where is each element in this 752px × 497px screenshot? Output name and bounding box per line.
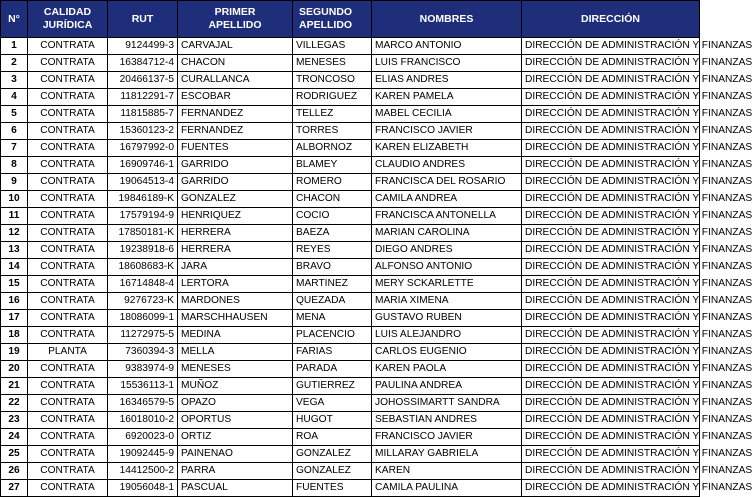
cell-direccion: DIRECCIÓN DE ADMINISTRACIÓN Y FINANZAS <box>522 157 700 174</box>
cell-nombres: CAMILA ANDREA <box>372 191 522 208</box>
cell-primer-apellido: FUENTES <box>178 140 293 157</box>
cell-num: 14 <box>1 259 28 276</box>
cell-primer-apellido: FERNANDEZ <box>178 106 293 123</box>
cell-nombres: KAREN PAMELA <box>372 89 522 106</box>
cell-primer-apellido: CURALLANCA <box>178 72 293 89</box>
cell-direccion: DIRECCIÓN DE ADMINISTRACIÓN Y FINANZAS <box>522 106 700 123</box>
cell-direccion: DIRECCIÓN DE ADMINISTRACIÓN Y FINANZAS <box>522 463 700 480</box>
cell-segundo-apellido: BAEZA <box>293 225 372 242</box>
cell-segundo-apellido: COCIO <box>293 208 372 225</box>
cell-calidad: CONTRATA <box>28 242 108 259</box>
cell-num: 13 <box>1 242 28 259</box>
cell-nombres: FRANCISCO JAVIER <box>372 429 522 446</box>
cell-segundo-apellido: GUTIERREZ <box>293 378 372 395</box>
cell-primer-apellido: CARVAJAL <box>178 38 293 55</box>
cell-calidad: CONTRATA <box>28 463 108 480</box>
cell-primer-apellido: GARRIDO <box>178 157 293 174</box>
cell-num: 27 <box>1 480 28 497</box>
cell-nombres: ALFONSO ANTONIO <box>372 259 522 276</box>
table-row <box>1 89 700 106</box>
table-body <box>1 38 752 497</box>
cell-rut: 17850181-K <box>108 225 178 242</box>
table-row <box>1 276 700 293</box>
cell-rut: 20466137-5 <box>108 72 178 89</box>
cell-num: 17 <box>1 310 28 327</box>
cell-nombres: FRANCISCA ANTONELLA <box>372 208 522 225</box>
cell-segundo-apellido: BLAMEY <box>293 157 372 174</box>
cell-rut: 6920023-0 <box>108 429 178 446</box>
table-row <box>1 446 700 463</box>
cell-segundo-apellido: ROA <box>293 429 372 446</box>
cell-direccion: DIRECCIÓN DE ADMINISTRACIÓN Y FINANZAS <box>522 429 700 446</box>
cell-rut: 9124499-3 <box>108 38 178 55</box>
table-row <box>1 157 700 174</box>
cell-direccion: DIRECCIÓN DE ADMINISTRACIÓN Y FINANZAS <box>522 344 700 361</box>
cell-rut: 17579194-9 <box>108 208 178 225</box>
cell-primer-apellido: HENRIQUEZ <box>178 208 293 225</box>
header-row <box>1 1 700 38</box>
cell-direccion: DIRECCIÓN DE ADMINISTRACIÓN Y FINANZAS <box>522 208 700 225</box>
table-row <box>1 310 700 327</box>
cell-primer-apellido: ORTIZ <box>178 429 293 446</box>
cell-calidad: CONTRATA <box>28 412 108 429</box>
cell-calidad: CONTRATA <box>28 225 108 242</box>
cell-primer-apellido: PASCUAL <box>178 480 293 497</box>
cell-num: 26 <box>1 463 28 480</box>
table-row <box>1 72 700 89</box>
cell-primer-apellido: FERNANDEZ <box>178 123 293 140</box>
cell-primer-apellido: JARA <box>178 259 293 276</box>
cell-segundo-apellido: ALBORNOZ <box>293 140 372 157</box>
cell-rut: 16384712-4 <box>108 55 178 72</box>
cell-segundo-apellido: REYES <box>293 242 372 259</box>
cell-calidad: CONTRATA <box>28 327 108 344</box>
cell-nombres: FRANCISCA DEL ROSARIO <box>372 174 522 191</box>
table-row <box>1 225 700 242</box>
header-primer-apellido: PRIMER APELLIDO <box>178 1 293 38</box>
cell-segundo-apellido: PARADA <box>293 361 372 378</box>
cell-calidad: CONTRATA <box>28 106 108 123</box>
cell-primer-apellido: MARSCHHAUSEN <box>178 310 293 327</box>
cell-primer-apellido: MELLA <box>178 344 293 361</box>
cell-primer-apellido: GONZALEZ <box>178 191 293 208</box>
cell-nombres: FRANCISCO JAVIER <box>372 123 522 140</box>
table-row <box>1 140 700 157</box>
cell-primer-apellido: MENESES <box>178 361 293 378</box>
cell-num: 11 <box>1 208 28 225</box>
cell-num: 16 <box>1 293 28 310</box>
cell-segundo-apellido: RODRIGUEZ <box>293 89 372 106</box>
table-row <box>1 361 700 378</box>
cell-nombres: SEBASTIAN ANDRES <box>372 412 522 429</box>
cell-segundo-apellido: TORRES <box>293 123 372 140</box>
cell-num: 4 <box>1 89 28 106</box>
cell-rut: 18086099-1 <box>108 310 178 327</box>
cell-calidad: CONTRATA <box>28 123 108 140</box>
cell-rut: 19846189-K <box>108 191 178 208</box>
cell-rut: 19092445-9 <box>108 446 178 463</box>
table-row <box>1 378 700 395</box>
cell-rut: 16909746-1 <box>108 157 178 174</box>
cell-direccion: DIRECCIÓN DE ADMINISTRACIÓN Y FINANZAS <box>522 123 700 140</box>
cell-nombres: CAMILA PAULINA <box>372 480 522 497</box>
cell-calidad: CONTRATA <box>28 208 108 225</box>
cell-segundo-apellido: VILLEGAS <box>293 38 372 55</box>
header-num: N° <box>1 1 28 38</box>
table-header <box>1 1 700 38</box>
cell-segundo-apellido: ROMERO <box>293 174 372 191</box>
cell-calidad: CONTRATA <box>28 480 108 497</box>
cell-num: 7 <box>1 140 28 157</box>
cell-nombres: GUSTAVO RUBEN <box>372 310 522 327</box>
cell-segundo-apellido: MARTINEZ <box>293 276 372 293</box>
cell-num: 25 <box>1 446 28 463</box>
cell-direccion: DIRECCIÓN DE ADMINISTRACIÓN Y FINANZAS <box>522 480 700 497</box>
cell-primer-apellido: GARRIDO <box>178 174 293 191</box>
cell-rut: 19056048-1 <box>108 480 178 497</box>
cell-direccion: DIRECCIÓN DE ADMINISTRACIÓN Y FINANZAS <box>522 72 700 89</box>
cell-num: 6 <box>1 123 28 140</box>
cell-nombres: LUIS FRANCISCO <box>372 55 522 72</box>
cell-rut: 11815885-7 <box>108 106 178 123</box>
cell-primer-apellido: OPAZO <box>178 395 293 412</box>
cell-num: 23 <box>1 412 28 429</box>
cell-calidad: CONTRATA <box>28 446 108 463</box>
table-row <box>1 344 700 361</box>
cell-nombres: KAREN <box>372 463 522 480</box>
cell-direccion: DIRECCIÓN DE ADMINISTRACIÓN Y FINANZAS <box>522 89 700 106</box>
cell-calidad: CONTRATA <box>28 157 108 174</box>
cell-nombres: MABEL CECILIA <box>372 106 522 123</box>
cell-num: 3 <box>1 72 28 89</box>
cell-rut: 15360123-2 <box>108 123 178 140</box>
cell-segundo-apellido: CHACON <box>293 191 372 208</box>
cell-direccion: DIRECCIÓN DE ADMINISTRACIÓN Y FINANZAS <box>522 361 700 378</box>
cell-num: 10 <box>1 191 28 208</box>
table-row <box>1 242 700 259</box>
cell-calidad: CONTRATA <box>28 361 108 378</box>
cell-calidad: CONTRATA <box>28 293 108 310</box>
cell-primer-apellido: PAINENAO <box>178 446 293 463</box>
cell-rut: 16018010-2 <box>108 412 178 429</box>
cell-num: 18 <box>1 327 28 344</box>
cell-segundo-apellido: GONZALEZ <box>293 463 372 480</box>
cell-num: 21 <box>1 378 28 395</box>
table-row <box>1 106 700 123</box>
table-row <box>1 191 700 208</box>
cell-segundo-apellido: MENA <box>293 310 372 327</box>
table-row <box>1 259 700 276</box>
cell-calidad: CONTRATA <box>28 140 108 157</box>
cell-primer-apellido: MARDONES <box>178 293 293 310</box>
cell-nombres: KAREN PAOLA <box>372 361 522 378</box>
cell-direccion: DIRECCIÓN DE ADMINISTRACIÓN Y FINANZAS <box>522 378 700 395</box>
cell-nombres: MARIA XIMENA <box>372 293 522 310</box>
table-row <box>1 327 700 344</box>
cell-rut: 16797992-0 <box>108 140 178 157</box>
cell-segundo-apellido: BRAVO <box>293 259 372 276</box>
header-nombres: NOMBRES <box>372 1 522 38</box>
cell-nombres: LUIS ALEJANDRO <box>372 327 522 344</box>
cell-rut: 14412500-2 <box>108 463 178 480</box>
table-row <box>1 38 700 55</box>
cell-rut: 11272975-5 <box>108 327 178 344</box>
cell-direccion: DIRECCIÓN DE ADMINISTRACIÓN Y FINANZAS <box>522 412 700 429</box>
cell-primer-apellido: OPORTUS <box>178 412 293 429</box>
cell-direccion: DIRECCIÓN DE ADMINISTRACIÓN Y FINANZAS <box>522 276 700 293</box>
cell-num: 19 <box>1 344 28 361</box>
cell-nombres: ELIAS ANDRES <box>372 72 522 89</box>
cell-segundo-apellido: MENESES <box>293 55 372 72</box>
table-row <box>1 208 700 225</box>
cell-primer-apellido: MUÑOZ <box>178 378 293 395</box>
cell-nombres: CLAUDIO ANDRES <box>372 157 522 174</box>
cell-calidad: PLANTA <box>28 344 108 361</box>
cell-direccion: DIRECCIÓN DE ADMINISTRACIÓN Y FINANZAS <box>522 55 700 72</box>
cell-segundo-apellido: HUGOT <box>293 412 372 429</box>
cell-num: 12 <box>1 225 28 242</box>
cell-primer-apellido: LERTORA <box>178 276 293 293</box>
table-row <box>1 395 700 412</box>
cell-rut: 9383974-9 <box>108 361 178 378</box>
cell-calidad: CONTRATA <box>28 310 108 327</box>
cell-calidad: CONTRATA <box>28 55 108 72</box>
header-segundo-apellido: SEGUNDO APELLIDO <box>293 1 372 38</box>
cell-rut: 11812291-7 <box>108 89 178 106</box>
cell-rut: 7360394-3 <box>108 344 178 361</box>
cell-direccion: DIRECCIÓN DE ADMINISTRACIÓN Y FINANZAS <box>522 225 700 242</box>
cell-calidad: CONTRATA <box>28 72 108 89</box>
cell-primer-apellido: CHACON <box>178 55 293 72</box>
cell-direccion: DIRECCIÓN DE ADMINISTRACIÓN Y FINANZAS <box>522 38 700 55</box>
cell-nombres: MARIAN CAROLINA <box>372 225 522 242</box>
cell-direccion: DIRECCIÓN DE ADMINISTRACIÓN Y FINANZAS <box>522 395 700 412</box>
cell-nombres: CARLOS EUGENIO <box>372 344 522 361</box>
cell-segundo-apellido: TRONCOSO <box>293 72 372 89</box>
table-row <box>1 55 700 72</box>
cell-num: 9 <box>1 174 28 191</box>
cell-nombres: MERY SCKARLETTE <box>372 276 522 293</box>
cell-segundo-apellido: TELLEZ <box>293 106 372 123</box>
cell-calidad: CONTRATA <box>28 395 108 412</box>
cell-direccion: DIRECCIÓN DE ADMINISTRACIÓN Y FINANZAS <box>522 446 700 463</box>
cell-num: 20 <box>1 361 28 378</box>
table-row <box>1 429 700 446</box>
cell-segundo-apellido: FARIAS <box>293 344 372 361</box>
cell-calidad: CONTRATA <box>28 378 108 395</box>
table-row <box>1 480 700 497</box>
cell-num: 1 <box>1 38 28 55</box>
cell-segundo-apellido: QUEZADA <box>293 293 372 310</box>
cell-nombres: KAREN ELIZABETH <box>372 140 522 157</box>
cell-num: 8 <box>1 157 28 174</box>
cell-nombres: DIEGO ANDRES <box>372 242 522 259</box>
cell-direccion: DIRECCIÓN DE ADMINISTRACIÓN Y FINANZAS <box>522 242 700 259</box>
cell-calidad: CONTRATA <box>28 89 108 106</box>
cell-segundo-apellido: PLACENCIO <box>293 327 372 344</box>
cell-direccion: DIRECCIÓN DE ADMINISTRACIÓN Y FINANZAS <box>522 191 700 208</box>
cell-primer-apellido: MEDINA <box>178 327 293 344</box>
cell-nombres: PAULINA ANDREA <box>372 378 522 395</box>
cell-primer-apellido: ESCOBAR <box>178 89 293 106</box>
table-row <box>1 123 700 140</box>
header-direccion: DIRECCIÓN <box>522 1 700 38</box>
cell-rut: 16714848-4 <box>108 276 178 293</box>
table-row <box>1 174 700 191</box>
cell-nombres: MARCO ANTONIO <box>372 38 522 55</box>
cell-calidad: CONTRATA <box>28 259 108 276</box>
cell-nombres: MILLARAY GABRIELA <box>372 446 522 463</box>
cell-num: 22 <box>1 395 28 412</box>
cell-segundo-apellido: GONZALEZ <box>293 446 372 463</box>
cell-rut: 19238918-6 <box>108 242 178 259</box>
cell-direccion: DIRECCIÓN DE ADMINISTRACIÓN Y FINANZAS <box>522 140 700 157</box>
cell-calidad: CONTRATA <box>28 429 108 446</box>
cell-num: 2 <box>1 55 28 72</box>
cell-num: 5 <box>1 106 28 123</box>
cell-direccion: DIRECCIÓN DE ADMINISTRACIÓN Y FINANZAS <box>522 327 700 344</box>
table-row <box>1 412 700 429</box>
cell-calidad: CONTRATA <box>28 191 108 208</box>
cell-nombres: JOHOSSIMARTT SANDRA <box>372 395 522 412</box>
cell-primer-apellido: PARRA <box>178 463 293 480</box>
cell-rut: 18608683-K <box>108 259 178 276</box>
cell-calidad: CONTRATA <box>28 276 108 293</box>
cell-direccion: DIRECCIÓN DE ADMINISTRACIÓN Y FINANZAS <box>522 174 700 191</box>
cell-rut: 9276723-K <box>108 293 178 310</box>
cell-calidad: CONTRATA <box>28 38 108 55</box>
cell-num: 24 <box>1 429 28 446</box>
cell-segundo-apellido: VEGA <box>293 395 372 412</box>
table-row <box>1 463 700 480</box>
cell-primer-apellido: HERRERA <box>178 242 293 259</box>
cell-rut: 16346579-5 <box>108 395 178 412</box>
cell-direccion: DIRECCIÓN DE ADMINISTRACIÓN Y FINANZAS <box>522 293 700 310</box>
cell-rut: 19064513-4 <box>108 174 178 191</box>
cell-direccion: DIRECCIÓN DE ADMINISTRACIÓN Y FINANZAS <box>522 259 700 276</box>
cell-num: 15 <box>1 276 28 293</box>
cell-segundo-apellido: FUENTES <box>293 480 372 497</box>
cell-direccion: DIRECCIÓN DE ADMINISTRACIÓN Y FINANZAS <box>522 310 700 327</box>
header-calidad: CALIDAD JURÍDICA <box>28 1 108 38</box>
table-row <box>1 293 700 310</box>
cell-rut: 15536113-1 <box>108 378 178 395</box>
header-rut: RUT <box>108 1 178 38</box>
cell-primer-apellido: HERRERA <box>178 225 293 242</box>
cell-calidad: CONTRATA <box>28 174 108 191</box>
